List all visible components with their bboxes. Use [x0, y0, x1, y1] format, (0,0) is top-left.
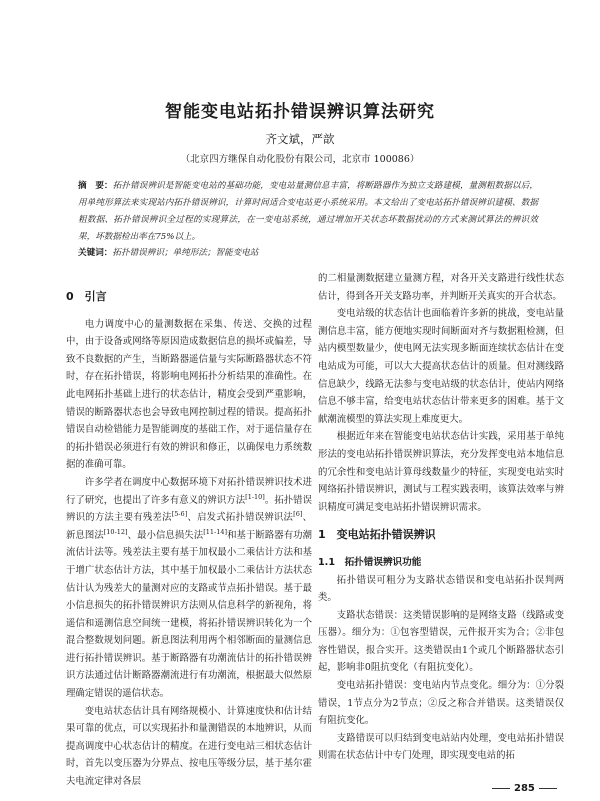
right-paragraph-2: 变电站级的状态估计也面临着许多新的挑战，变电站量测信息丰富，能方便地实现时间断面对齐与数据粗检测，但站内模型数量少，使电网无法实现多断面连续状态估计在变电站成为可能，可以大大提高状态估计的质量。但对测线路信息缺少，线路无法参与变电站级的状态估计，使站内网络信息不够丰富，给变电站状态估计带来更多的困难。基于文献潮流模型的算法实现上难度更大。	[318, 308, 564, 425]
right-paragraph-3: 根据近年来在智能变电站状态估计实践，采用基于单纯形法的变电站拓扑错误辨识算法，充分发挥变电站本地信息的冗余性和变电站计算母线数量少的特征，实现变电站实时网络拓扑错误辨识，测试与工程实践表明，该算法效率与辨识精度可满足变电站拓扑错误辨识需求。	[318, 431, 564, 513]
keywords-text: 拓扑错误辨识；单纯形法；智能变电站	[112, 248, 259, 258]
page-number	[488, 783, 561, 794]
keywords-label: 关键词：	[78, 248, 113, 258]
section-heading-introduction: 0 引言	[66, 290, 107, 303]
right-paragraph-4: 拓扑错误可粗分为支路状态错误和变电站拓扑误判两类。	[318, 574, 564, 604]
intro-paragraph-2	[66, 474, 312, 703]
right-paragraph-6: 变电站拓扑错误：变电站内节点变化。细分为：①分裂错误，1节点分为2节点；②反之称合并错误。这类错误仅有阻抗变化。	[318, 680, 564, 727]
paper-affiliation: （北京四方继保自动化股份有限公司，北京市 100086）	[180, 154, 420, 165]
intro-p2-text-f: 和基于断路器有功潮流估计法等。残差法主要有基于加权最小二乘估计方法和基于增广状态估计方法，其中基于加权最小二乘估计方法状态估计认为残差大的量测对应的支路或节点拓扑错误。基于最小信息损失的拓扑错误辨识方法则从信息科学的新视角，将遥信和遥测信息空间统一建模，将拓扑错误辨识转化为一个混合整数规划问题。新息图法利用两个相邻断面的量测信息进行拓扑错误辨识。基于断路器有功潮流估计的拓扑错误辨识方法通过估计断路器潮流进行有功潮流，根据最大似然原理确定错误的遥信状态。	[66, 529, 312, 700]
intro-p2-text-c: 、启发式拓扑错误辨识法	[187, 512, 294, 524]
intro-p2-text-b: 。拓扑错误辨识的方法主要有残差法	[66, 494, 312, 524]
citation-ref: [10-12]	[103, 527, 128, 536]
abstract-block	[78, 178, 538, 246]
right-paragraph-1: 的二相量测数据建立量测方程，对各开关支路进行线性状态估计，得到各开关支路功率，并判断开关真实的开合状态。	[318, 273, 564, 302]
intro-p2-text-e: 、最小信息损失法	[127, 529, 204, 541]
right-paragraph-5: 支路状态错误：这类错误影响的是网络支路（线路或变压器）。细分为：①包容型错误，元件报开实为合；②非包容性错误，报合实开。这类错误由1个或几个断路器状态引起，影响非0阻抗变化（有阻抗变化）。	[318, 609, 564, 674]
section-heading-1: 1 变电站拓扑错误辨识	[318, 528, 436, 542]
left-column	[66, 278, 312, 791]
abstract-label: 摘 要：	[78, 181, 113, 191]
citation-ref: [1-10]	[245, 492, 265, 501]
page-number-dash-left	[492, 788, 510, 789]
page-number-text: 285	[514, 783, 535, 794]
paper-authors: 齐文斌，严歆	[265, 132, 335, 146]
citation-ref: [5-6]	[171, 510, 188, 518]
paper-title: 智能变电站拓扑错误辨识算法研究	[165, 102, 435, 122]
right-column	[318, 270, 564, 765]
intro-paragraph-1: 电力调度中心的量测数据在采集、传送、交换的过程中，由于设备或网络等原因造成数据信息的损坏或偏差，导致不良数据的产生，当断路器遥信量与实际断路器状态不符时，存在拓扑错误，将影响电网拓扑分析结果的准确性。在此电网拓扑基础上进行的状态估计，精度会受到严重影响，错误的断路器状态也会导致电网控制过程的错误。提高拓扑错误自动检错能力是智能调度的基础工作，对于遥信量存在的拓扑错误必须进行有效的辨识和修正，以确保电力系统数据的准确可靠。	[66, 318, 312, 471]
page-number-dash-right	[539, 788, 557, 789]
citation-ref: [11-14]	[203, 527, 227, 536]
citation-ref: [6]	[293, 510, 303, 518]
right-paragraph-7: 支路错误可以归结到变电站站内处理，变电站拓扑错误则需在状态估计中专门处理，即实现变电站的拓	[318, 732, 564, 762]
keywords-line	[78, 246, 538, 258]
intro-p2-text-d: 、新息图法	[66, 512, 312, 541]
subsection-heading-1-1: 1.1 拓扑错误辨识功能	[318, 556, 422, 568]
intro-paragraph-3: 变电站状态估计具有网络规模小、计算速度快和估计结果可靠的优点，可以实现拓扑和量测错误的本地辨识，从而提高调度中心状态估计的精度。在进行变电站三相状态估计时，首先以变压器为分界点、按电压等级分层，基于基尔霍夫电流定律对各层	[66, 705, 312, 788]
intro-p2-text-a: 许多学者在调度中心数据环境下对拓扑错误辨识技术进行了研究，也提出了许多有意义的辨识方法	[66, 476, 312, 506]
abstract-text: 拓扑错误辨识是智能变电站的基础功能，变电站量测信息丰富，将断路器作为独立支路建模，量测粗数据以后，用单纯形算法来实现站内拓扑错误辨识，计算时间适合变电站更小系统采用。本文给出了变电站拓扑错误辨识建模、数据粗数据、拓扑错误辨识全过程的实现算法，在一变电站系统，通过增加开关状态坏数据扰动的方式来测试算法的辨识效果，坏数据检出率在75%以上。	[78, 181, 538, 242]
